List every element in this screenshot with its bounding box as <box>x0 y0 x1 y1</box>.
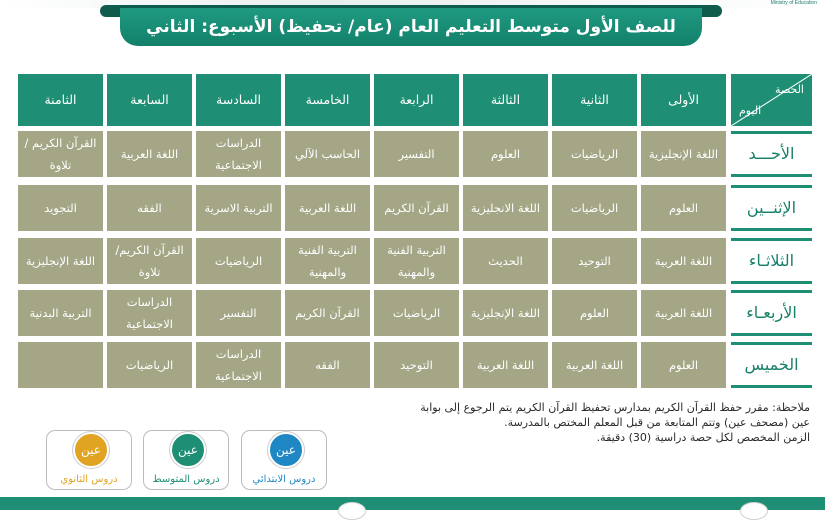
schedule-cell: اللغة العربية <box>107 131 192 177</box>
note-line-2: عين (مصحف عين) وتتم المتابعة من قبل المعلم المختص بالمدرسة. <box>504 416 810 429</box>
schedule-cell: اللغة الإنجليزية <box>18 238 103 284</box>
schedule-cell: التربية الفنية والمهنية <box>285 238 370 284</box>
schedule-cell: اللغة الانجليزية <box>463 185 548 231</box>
day-cell: الخميس <box>731 342 812 388</box>
period-header: الثالثة <box>463 74 548 126</box>
schedule-cell: القرآن الكريم <box>285 290 370 336</box>
day-cell: الإثنــين <box>731 185 812 231</box>
schedule-cell: القرآن الكريم / تلاوة <box>18 131 103 177</box>
schedule-cell: التفسير <box>374 131 459 177</box>
period-header: الأولى <box>641 74 726 126</box>
note-line-3: الزمن المخصص لكل حصة دراسية (30) دقيقة. <box>596 431 810 444</box>
schedule-cell: الرياضيات <box>374 290 459 336</box>
day-label: اليوم <box>739 104 762 117</box>
schedule-cell: الرياضيات <box>552 185 637 231</box>
schedule-cell: العلوم <box>552 290 637 336</box>
period-header: السابعة <box>107 74 192 126</box>
schedule-cell: الرياضيات <box>196 238 281 284</box>
ein-logo-icon: عين <box>170 432 206 468</box>
primary-lessons-badge[interactable] <box>241 430 327 490</box>
schedule-cell: التربية الفنية والمهنية <box>374 238 459 284</box>
schedule-cell: التجويد <box>18 185 103 231</box>
schedule-cell: الفقه <box>107 185 192 231</box>
schedule-cell: اللغة العربية <box>641 290 726 336</box>
schedule-cell: العلوم <box>641 185 726 231</box>
schedule-cell: القرآن الكريم <box>374 185 459 231</box>
day-cell: الأربعـاء <box>731 290 812 336</box>
schedule-cell: القرآن الكريم/ تلاوة <box>107 238 192 284</box>
day-cell: الأحـــد <box>731 131 812 177</box>
corner-header <box>731 74 812 126</box>
schedule-cell: الفقه <box>285 342 370 388</box>
notes-section <box>370 400 810 445</box>
period-header: الخامسة <box>285 74 370 126</box>
schedule-cell: التوحيد <box>374 342 459 388</box>
ministry-logo-text: Ministry of Education <box>770 0 817 6</box>
schedule-cell <box>18 342 103 388</box>
schedule-cell: اللغة العربية <box>463 342 548 388</box>
ein-logo-icon: عين <box>268 432 304 468</box>
period-header: الثانية <box>552 74 637 126</box>
schedule-cell: اللغة الإنجليزية <box>463 290 548 336</box>
schedule-cell: العلوم <box>641 342 726 388</box>
ein-logo-icon: عين <box>73 432 109 468</box>
bottom-logo-icon <box>740 502 768 520</box>
schedule-cell: العلوم <box>463 131 548 177</box>
bottom-logo-icon <box>338 502 366 520</box>
schedule-cell: الدراسات الاجتماعية <box>196 131 281 177</box>
secondary-lessons-label: دروس الثانوي <box>60 474 118 485</box>
schedule-cell: اللغة العربية <box>552 342 637 388</box>
period-label: الحصة <box>775 83 804 96</box>
schedule-cell: الحديث <box>463 238 548 284</box>
note-line-1: ملاحظة: مقرر حفظ القرآن الكريم بمدارس تحفيظ القرآن الكريم يتم الرجوع إلى بوابة <box>420 401 810 414</box>
middle-lessons-badge[interactable] <box>143 430 229 490</box>
schedule-cell: الرياضيات <box>552 131 637 177</box>
schedule-cell: التربية البدنية <box>18 290 103 336</box>
schedule-cell: اللغة العربية <box>285 185 370 231</box>
day-cell: الثلاثـاء <box>731 238 812 284</box>
page-title: للصف الأول متوسط التعليم العام (عام/ تحفيظ) الأسبوع: الثاني <box>120 8 702 46</box>
middle-lessons-label: دروس المتوسط <box>152 474 220 485</box>
secondary-lessons-badge[interactable] <box>46 430 132 490</box>
schedule-cell: التربية الاسرية <box>196 185 281 231</box>
primary-lessons-label: دروس الابتدائي <box>252 474 316 485</box>
schedule-cell: التفسير <box>196 290 281 336</box>
schedule-cell: الرياضيات <box>107 342 192 388</box>
schedule-cell: اللغة الإنجليزية <box>641 131 726 177</box>
bottom-decoration-bar <box>0 497 825 510</box>
schedule-cell: اللغة العربية <box>641 238 726 284</box>
schedule-cell: الدراسات الاجتماعية <box>196 342 281 388</box>
schedule-cell: الحاسب الآلي <box>285 131 370 177</box>
schedule-cell: التوحيد <box>552 238 637 284</box>
period-header: الرابعة <box>374 74 459 126</box>
period-header: السادسة <box>196 74 281 126</box>
period-header: الثامنة <box>18 74 103 126</box>
schedule-cell: الدراسات الاجتماعية <box>107 290 192 336</box>
